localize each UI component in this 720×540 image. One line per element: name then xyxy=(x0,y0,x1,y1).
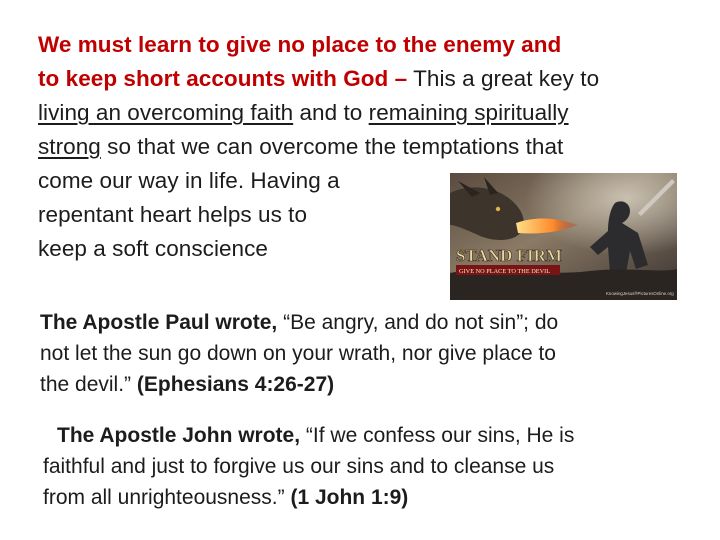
underlined-phrase-remaining-spiritually: remaining spiritually xyxy=(368,100,569,125)
stand-firm-title: STAND FIRM xyxy=(456,246,562,265)
paul-lead: The Apostle Paul wrote, xyxy=(40,311,278,334)
john-line-2: faithful and just to forgive us our sins and to cleanse us xyxy=(43,455,555,478)
underlined-phrase-overcoming-faith: living an overcoming faith xyxy=(38,100,294,125)
paul-line-1 xyxy=(40,307,680,338)
paul-quote-1: “Be angry, and do not sin”; do xyxy=(277,311,559,334)
stand-firm-subtitle: GIVE NO PLACE TO THE DEVIL xyxy=(459,268,551,275)
paul-reference: (Ephesians 4:26-27) xyxy=(136,373,335,396)
heading-line-2 xyxy=(38,62,678,96)
line-6: repentant heart helps us to xyxy=(38,202,308,227)
paul-quote-3: the devil.” xyxy=(40,373,137,396)
line-4 xyxy=(38,130,678,164)
line-3-mid: and to xyxy=(293,100,369,125)
john-quote-3: from all unrighteousness.” xyxy=(43,486,291,509)
line-5: come our way in life. Having a xyxy=(38,168,340,193)
john-line-1 xyxy=(43,420,673,451)
underlined-phrase-strong: strong xyxy=(38,134,101,159)
paragraph-paul-quote xyxy=(40,307,680,400)
paul-line-3 xyxy=(40,369,680,400)
line-3 xyxy=(38,96,678,130)
stand-firm-image xyxy=(450,173,677,300)
paul-line-2: not let the sun go down on your wrath, nor give place to xyxy=(40,342,556,365)
john-reference: (1 John 1:9) xyxy=(290,486,409,509)
image-credit: KnowingJesus®PicturesOnline.org xyxy=(606,291,674,296)
heading-line-2-bold: to keep short accounts with God – xyxy=(38,66,408,91)
line-4-rest: so that we can overcome the temptations that xyxy=(100,134,564,159)
line-2-rest: This a great key to xyxy=(407,66,600,91)
paragraph-john-quote xyxy=(43,420,673,513)
john-line-3 xyxy=(43,482,673,513)
john-quote-1: “If we confess our sins, He is xyxy=(300,424,575,447)
line-7: keep a soft conscience xyxy=(38,236,268,261)
heading-line-1: We must learn to give no place to the enemy and xyxy=(38,32,562,57)
john-lead: The Apostle John wrote, xyxy=(57,424,301,447)
